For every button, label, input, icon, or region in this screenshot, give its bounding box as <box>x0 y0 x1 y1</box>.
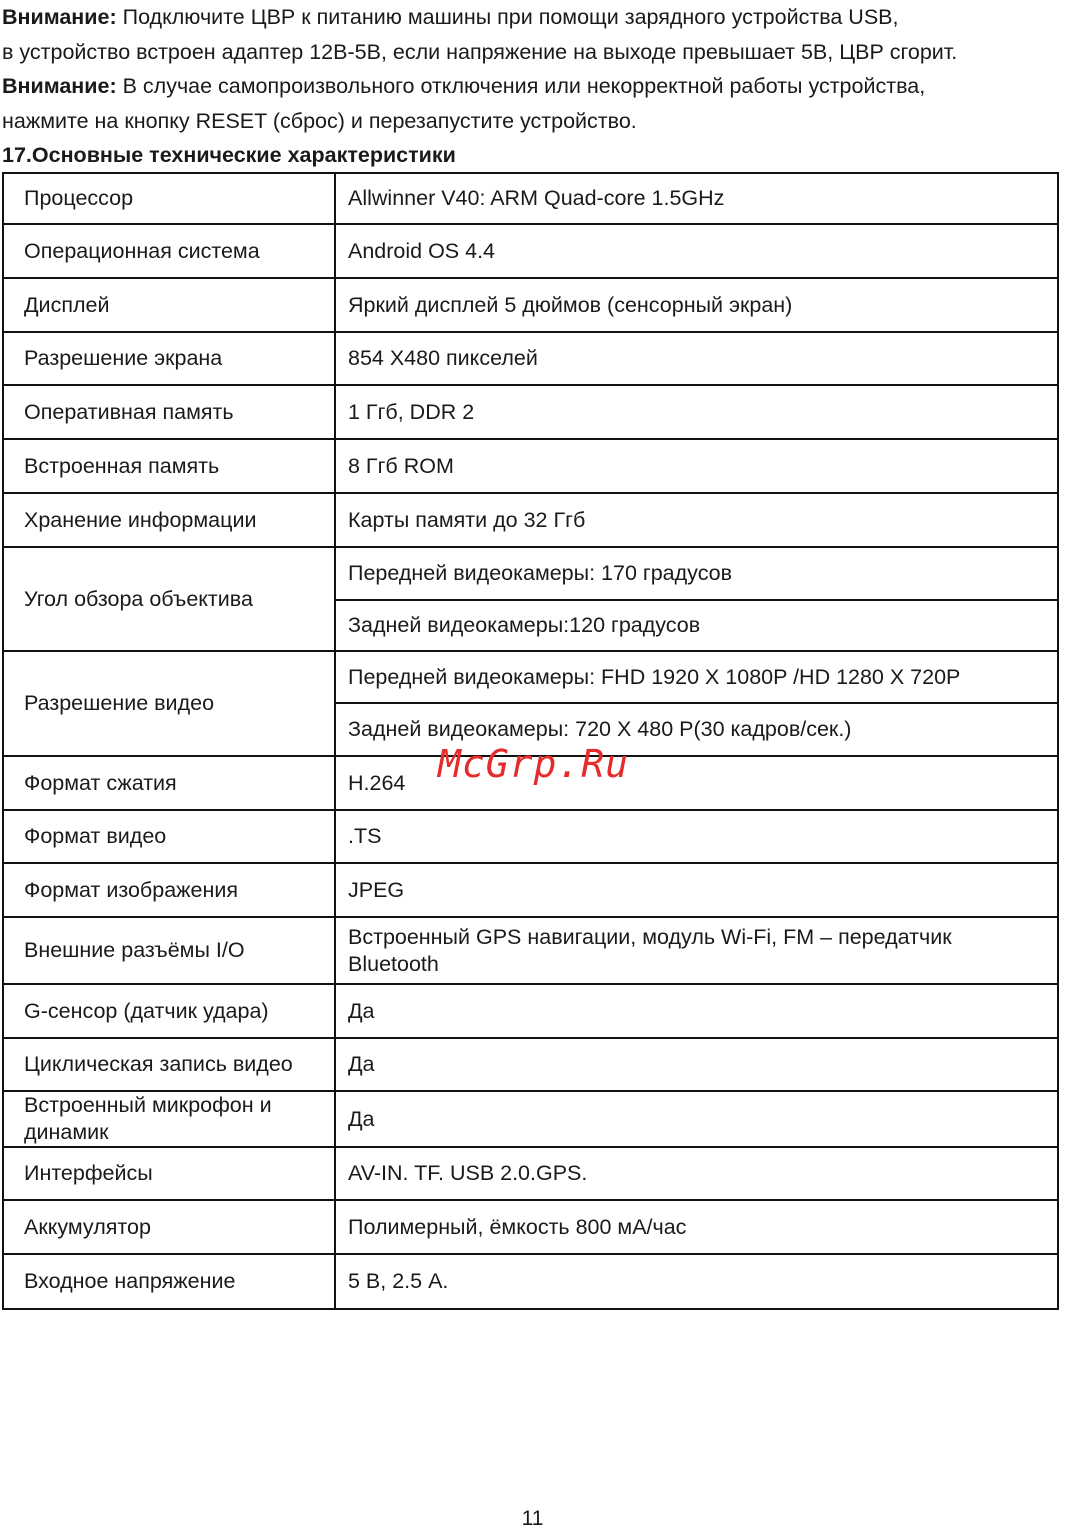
spec-value-lens-angle-rear: Задней видеокамеры:120 градусов <box>335 600 1058 651</box>
spec-label-screen-resolution: Разрешение экрана <box>3 332 335 385</box>
spec-label-processor: Процессор <box>3 173 335 224</box>
spec-row-display <box>3 278 1058 332</box>
spec-row-os <box>3 224 1058 278</box>
spec-label-storage: Встроенная память <box>3 439 335 493</box>
spec-value-ram: 1 Ггб, DDR 2 <box>335 385 1058 439</box>
spec-label-interfaces: Интерфейсы <box>3 1147 335 1200</box>
spec-label-battery: Аккумулятор <box>3 1200 335 1254</box>
watermark: McGrp.Ru <box>438 742 630 786</box>
spec-label-mic-speaker: Встроенный микрофон и динамик <box>3 1091 335 1147</box>
spec-label-g-sensor: G-сенсор (датчик удара) <box>3 984 335 1038</box>
warning-1-text: Подключите ЦВР к питанию машины при помощи зарядного устройства USB, <box>116 5 899 29</box>
spec-row-video-format <box>3 810 1058 863</box>
spec-value-external-io <box>335 917 1058 984</box>
warning-1-continued: в устройство встроен адаптер 12В-5В, если напряжение на выходе превышает 5В, ЦВР сгорит. <box>2 39 958 64</box>
spec-label-loop-recording: Циклическая запись видео <box>3 1038 335 1091</box>
spec-value-compression: H.264 <box>335 756 1058 810</box>
spec-label-video-format: Формат видео <box>3 810 335 863</box>
spec-value-video-format: .TS <box>335 810 1058 863</box>
spec-label-lens-angle: Угол обзора объектива <box>3 547 335 651</box>
section-title: 17.Основные технические характеристики <box>2 143 456 167</box>
spec-label-video-resolution: Разрешение видео <box>3 651 335 756</box>
spec-value-loop-recording: Да <box>335 1038 1058 1091</box>
spec-label-image-format: Формат изображения <box>3 863 335 917</box>
spec-label-input-voltage: Входное напряжение <box>3 1254 335 1309</box>
spec-label-compression: Формат сжатия <box>3 756 335 810</box>
spec-label-os: Операционная система <box>3 224 335 278</box>
spec-value-image-format: JPEG <box>335 863 1058 917</box>
spec-value-battery: Полимерный, ёмкость 800 мА/час <box>335 1200 1058 1254</box>
spec-value-video-resolution-rear: Задней видеокамеры: 720 X 480 P(30 кадров/сек.) <box>335 703 1058 756</box>
spec-row-input-voltage <box>3 1254 1058 1309</box>
spec-table <box>2 172 1059 1310</box>
spec-row-loop-recording <box>3 1038 1058 1091</box>
spec-row-processor <box>3 173 1058 224</box>
spec-value-info-storage: Карты памяти до 32 Ггб <box>335 493 1058 547</box>
spec-value-video-resolution-front: Передней видеокамеры: FHD 1920 X 1080P /HD 1280 X 720P <box>335 651 1058 703</box>
spec-value-external-io-line-1: Встроенный GPS навигации, модуль Wi-Fi, FM – передатчик <box>348 924 952 949</box>
spec-value-display: Яркий дисплей 5 дюймов (сенсорный экран) <box>335 278 1058 332</box>
spec-label-info-storage: Хранение информации <box>3 493 335 547</box>
page-number: 11 <box>521 1507 544 1530</box>
warning-1-label: Внимание: <box>2 5 117 29</box>
spec-row-storage <box>3 439 1058 493</box>
spec-label-external-io: Внешние разъёмы I/O <box>3 917 335 984</box>
spec-row-battery <box>3 1200 1058 1254</box>
spec-row-info-storage <box>3 493 1058 547</box>
spec-value-external-io-line-2: Bluetooth <box>348 951 439 976</box>
warning-1 <box>2 0 1062 35</box>
warning-2 <box>2 69 1062 104</box>
spec-row-g-sensor <box>3 984 1058 1038</box>
spec-value-interfaces: AV-IN. TF. USB 2.0.GPS. <box>335 1147 1058 1200</box>
spec-row-mic-speaker <box>3 1091 1058 1147</box>
spec-value-storage: 8 Ггб ROM <box>335 439 1058 493</box>
spec-value-g-sensor: Да <box>335 984 1058 1038</box>
spec-value-lens-angle-front: Передней видеокамеры: 170 градусов <box>335 547 1058 600</box>
spec-value-screen-resolution: 854 X480 пикселей <box>335 332 1058 385</box>
spec-row-external-io <box>3 917 1058 984</box>
spec-value-mic-speaker: Да <box>335 1091 1058 1147</box>
warning-2-text: В случае самопроизвольного отключения или некорректной работы устройства, <box>116 74 926 98</box>
warning-2-label: Внимание: <box>2 74 117 98</box>
spec-label-display: Дисплей <box>3 278 335 332</box>
spec-row-lens-angle-front <box>3 547 1058 600</box>
spec-value-processor: Allwinner V40: ARM Quad-core 1.5GHz <box>335 173 1058 224</box>
spec-row-ram <box>3 385 1058 439</box>
warning-2-continued: нажмите на кнопку RESET (сброс) и перезапустите устройство. <box>2 108 637 133</box>
spec-label-ram: Оперативная память <box>3 385 335 439</box>
spec-row-image-format <box>3 863 1058 917</box>
intro-notes <box>2 0 1062 172</box>
spec-row-interfaces <box>3 1147 1058 1200</box>
spec-row-video-resolution-front <box>3 651 1058 703</box>
spec-value-input-voltage: 5 В, 2.5 А. <box>335 1254 1058 1309</box>
spec-value-os: Android OS 4.4 <box>335 224 1058 278</box>
spec-row-screen-resolution <box>3 332 1058 385</box>
